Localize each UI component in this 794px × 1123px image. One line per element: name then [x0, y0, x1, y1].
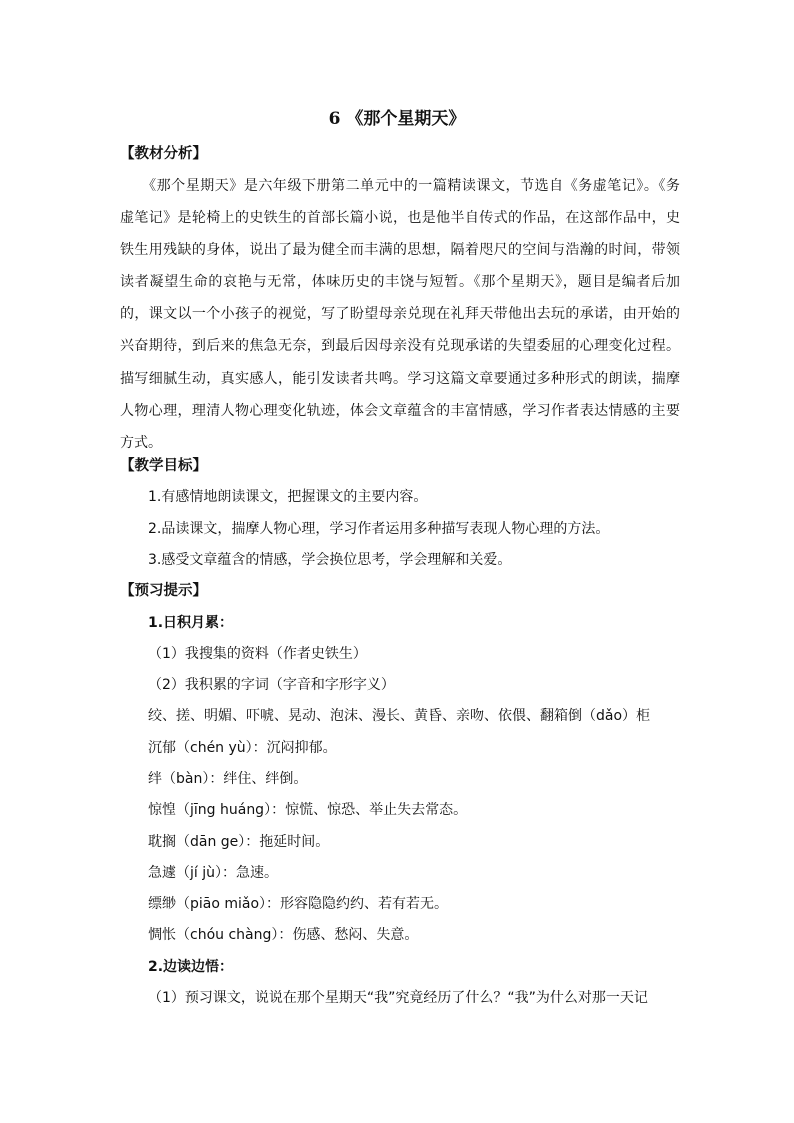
- glossary-entry: 绊（bàn）：绊住、绊倒。: [148, 771, 308, 787]
- glossary-entry: 缥缈（piāo miǎo）：形容隐隐约约、若有若无。: [148, 896, 449, 912]
- analysis-paragraph: [120, 170, 680, 459]
- paragraph-line: 铁生用残缺的身体，说出了最为健全而丰满的思想，隔着咫尺的空间与浩瀚的时间，带领: [120, 242, 680, 259]
- glossary-entry: 惆怅（chóu chàng）：伤感、愁闷、失意。: [148, 927, 419, 943]
- section-heading-analysis: 【教材分析】: [120, 146, 207, 162]
- goal-item: 1.有感情地朗读课文，把握课文的主要内容。: [148, 489, 428, 505]
- word-list: 绞、搓、明媚、吓唬、晃动、泡沫、漫长、黄昏、亲吻、依偎、翻箱倒（dǎo）柜: [148, 708, 651, 724]
- glossary-entry: 急遽（jí jù）：急速。: [148, 865, 278, 881]
- section-heading-goals: 【教学目标】: [120, 458, 207, 474]
- preview-item: （2）我积累的字词（字音和字形字义）: [148, 677, 395, 693]
- paragraph-line: 方式。: [120, 434, 162, 451]
- section-heading-preview: 【预习提示】: [120, 583, 207, 599]
- subheading-accumulation: 1.日积月累：: [148, 615, 234, 631]
- goal-item: 2.品读课文，揣摩人物心理，学习作者运用多种描写表现人物心理的方法。: [148, 521, 610, 537]
- paragraph-line: 人物心理，理清人物心理变化轨迹，体会文章蕴含的丰富情感，学习作者表达情感的主要: [120, 402, 680, 419]
- preview-question: （1）预习课文，说说在那个星期天“我”究竟经历了什么？“我”为什么对那一天记: [148, 990, 648, 1006]
- paragraph-line: 的，课文以一个小孩子的视觉，写了盼望母亲兑现在礼拜天带他出去玩的承诺，由开始的: [120, 306, 680, 323]
- subheading-read-reflect: 2.边读边悟：: [148, 959, 234, 975]
- page-title: 6 《那个星期天》: [328, 109, 466, 129]
- preview-item: （1）我搜集的资料（作者史铁生）: [148, 646, 367, 662]
- paragraph-line: 兴奋期待，到后来的焦急无奈，到最后因母亲没有兑现承诺的失望委屈的心理变化过程。: [120, 338, 680, 355]
- glossary-entry: 耽搁（dān ge）：拖延时间。: [148, 834, 330, 850]
- glossary-entry: 沉郁（chén yù）：沉闷抑郁。: [148, 740, 337, 756]
- goal-item: 3.感受文章蕴含的情感，学会换位思考，学会理解和关爱。: [148, 552, 512, 568]
- glossary-entry: 惊惶（jīng huáng）：惊慌、惊恐、举止失去常态。: [148, 802, 468, 818]
- paragraph-line: 读者凝望生命的哀艳与无常，体味历史的丰饶与短暂。《那个星期天》，题目是编者后加: [120, 274, 680, 291]
- paragraph-line: 描写细腻生动，真实感人，能引发读者共鸣。学习这篇文章要通过多种形式的朗读，揣摩: [120, 370, 680, 387]
- paragraph-line: 《那个星期天》是六年级下册第二单元中的一篇精读课文，节选自《务虚笔记》。《务: [120, 178, 680, 194]
- paragraph-line: 虚笔记》是轮椅上的史铁生的首部长篇小说，也是他半自传式的作品，在这部作品中，史: [120, 210, 680, 227]
